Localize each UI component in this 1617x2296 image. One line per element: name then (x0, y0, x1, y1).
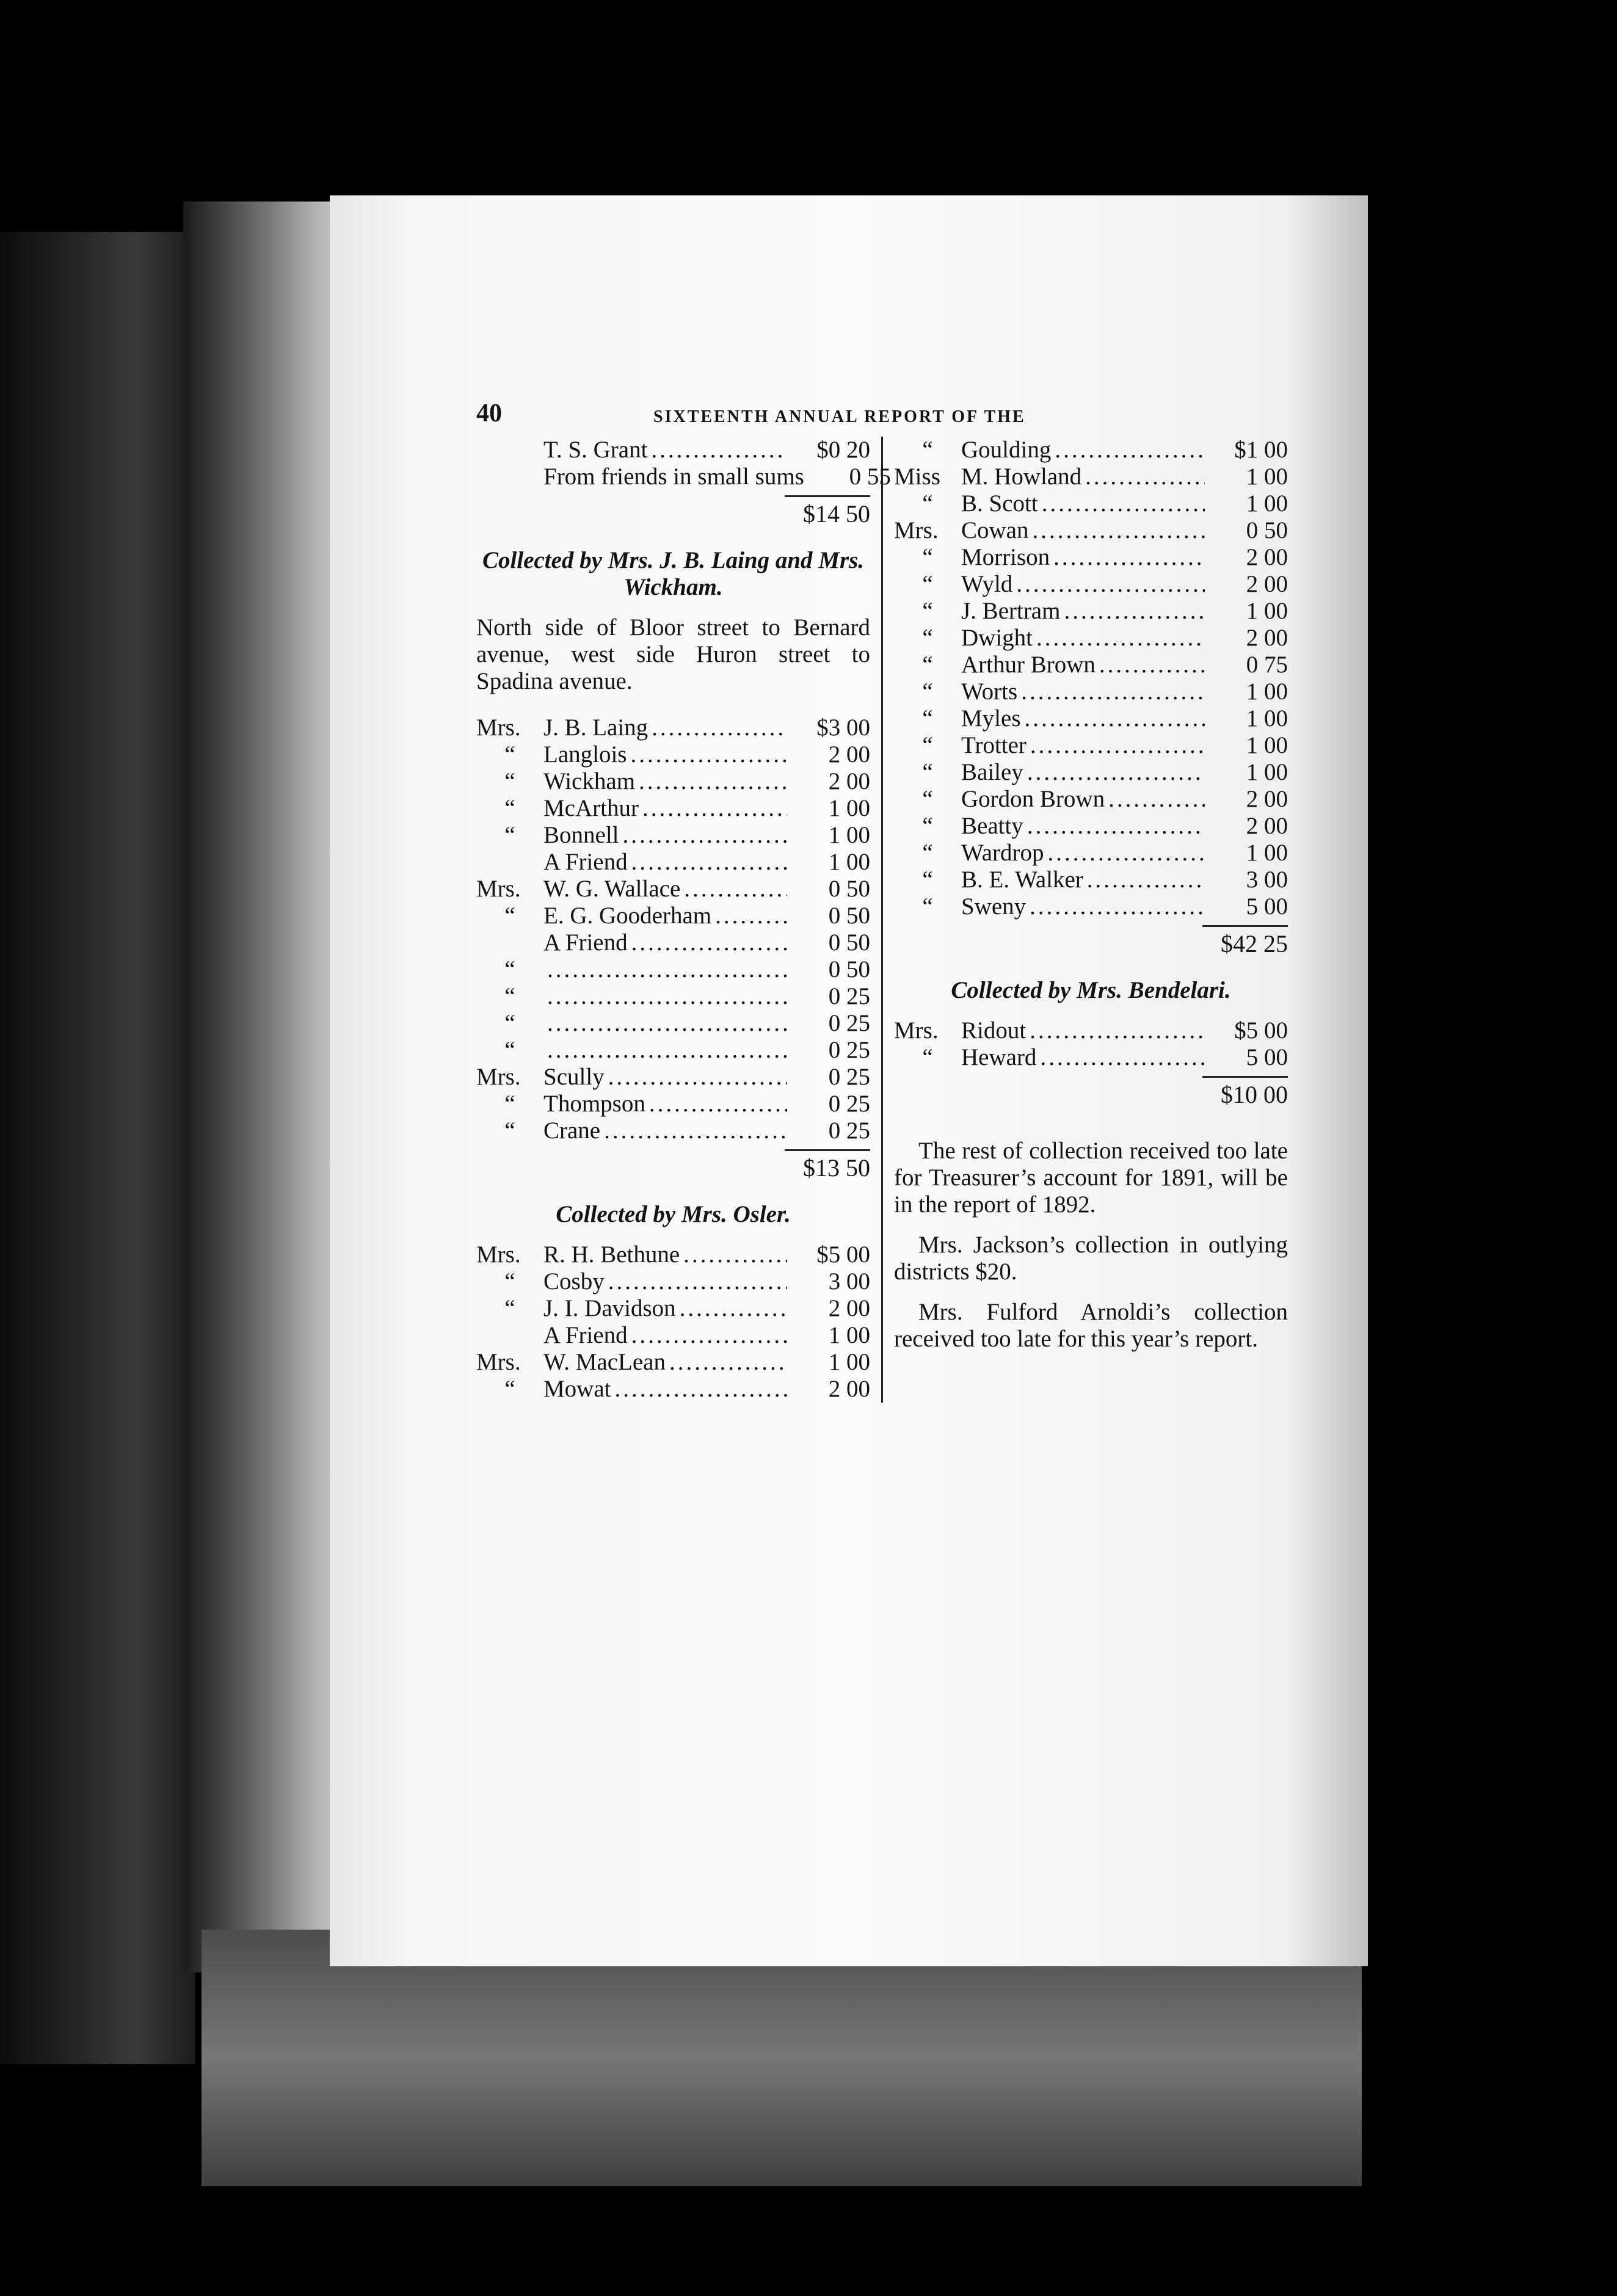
ledger-name: Bailey (961, 759, 1023, 785)
leader-dots (1027, 813, 1205, 840)
ledger-amount: 1 00 (828, 1349, 870, 1375)
page-content (476, 400, 1292, 1403)
ledger-prefix: “ (922, 786, 933, 812)
ledger-name: W. MacLean (543, 1349, 666, 1375)
right-column (883, 437, 1288, 1403)
leader-dots (615, 1376, 788, 1403)
ledger-row (894, 786, 1288, 813)
leader-dots (547, 1037, 787, 1064)
ledger-name: Wardrop (961, 840, 1044, 866)
ledger-prefix: “ (922, 893, 933, 920)
ledger-row (894, 463, 1288, 490)
ledger-row (476, 768, 870, 795)
ledger-prefix: “ (504, 903, 515, 929)
section-heading-laing: Collected by Mrs. J. B. Laing and Mrs. Wickham. (482, 547, 865, 600)
ledger-amount: 0 50 (828, 903, 870, 929)
left-opening-list (476, 437, 891, 490)
ledger-amount: 2 00 (1246, 625, 1288, 651)
ledger-prefix: Mrs. (476, 1064, 521, 1090)
ledger-row (476, 1010, 870, 1037)
note-arnoldi-collection: Mrs. Fulford Arnoldi’s collection received too late for this year’s report. (894, 1299, 1288, 1352)
ledger-amount: 2 00 (1246, 571, 1288, 597)
ledger-row (894, 1017, 1288, 1044)
ledger-row (894, 571, 1288, 598)
ledger-name: Morrison (961, 544, 1050, 570)
ledger-row (894, 544, 1288, 571)
leader-dots (669, 1349, 787, 1376)
ledger-amount: 1 00 (1246, 463, 1288, 490)
ledger-prefix: “ (504, 1268, 515, 1295)
ledger-prefix: “ (922, 866, 933, 893)
leader-dots (1021, 678, 1205, 705)
laing-list (476, 714, 870, 1144)
ledger-prefix: “ (504, 1091, 515, 1117)
ledger-row (476, 463, 891, 490)
ledger-row (894, 866, 1288, 893)
ledger-prefix: “ (922, 759, 933, 785)
ledger-prefix: Mrs. (476, 1349, 521, 1375)
section-heading-bendelari: Collected by Mrs. Bendelari. (951, 977, 1231, 1003)
ledger-amount: 0 25 (828, 1091, 870, 1117)
leader-dots (1033, 517, 1205, 544)
ledger-prefix: “ (504, 795, 515, 821)
leader-dots (1030, 893, 1205, 920)
ledger-name: M. Howland (961, 463, 1082, 490)
ledger-row (476, 1091, 870, 1117)
ledger-row (476, 1064, 870, 1091)
ledger-row (894, 893, 1288, 920)
ledger-amount: 1 00 (1246, 598, 1288, 624)
ledger-row (476, 714, 870, 741)
leader-dots (608, 1064, 787, 1091)
ledger-amount: 0 75 (1246, 652, 1288, 678)
leader-dots (1016, 571, 1205, 598)
leader-dots (1064, 598, 1205, 625)
ledger-prefix: “ (504, 1010, 515, 1036)
note-jackson-collection: Mrs. Jackson’s collection in outlying districts $20. (894, 1232, 1288, 1285)
ledger-name: Goulding (961, 437, 1052, 463)
leader-dots (715, 903, 787, 929)
ledger-row (894, 813, 1288, 840)
ledger-amount: 1 00 (1246, 840, 1288, 866)
ledger-amount: 1 00 (1246, 678, 1288, 705)
ledger-amount: 2 00 (1246, 813, 1288, 839)
ledger-row (476, 1037, 870, 1064)
bendelari-list (894, 1017, 1288, 1071)
ledger-name: Sweny (961, 893, 1027, 920)
ledger-row (476, 795, 870, 822)
ledger-prefix: “ (922, 490, 933, 517)
ledger-prefix: Mrs. (476, 1241, 521, 1268)
ledger-amount: $1 00 (1234, 437, 1288, 463)
ledger-row (894, 598, 1288, 625)
ledger-row (476, 1295, 870, 1322)
ledger-name: W. G. Wallace (543, 876, 681, 902)
ledger-name: From friends in small sums (543, 463, 804, 490)
ledger-amount: 2 00 (828, 768, 870, 794)
ledger-name: Beatty (961, 813, 1023, 839)
ledger-name: Langlois (543, 741, 627, 768)
leader-dots (1085, 463, 1205, 490)
book-binding-shadow (0, 232, 195, 2064)
ledger-name: J. I. Davidson (543, 1295, 676, 1321)
leader-dots (651, 437, 787, 463)
ledger-amount: 3 00 (828, 1268, 870, 1295)
ledger-amount: $5 00 (1234, 1017, 1288, 1044)
leader-dots (547, 983, 787, 1010)
ledger-name: A Friend (543, 1322, 628, 1348)
ledger-amount: 3 00 (1246, 866, 1288, 893)
leader-dots (1030, 1017, 1205, 1044)
leader-dots (631, 1322, 787, 1349)
ledger-row (476, 741, 870, 768)
ledger-amount: 0 25 (828, 1010, 870, 1036)
leader-dots (1047, 840, 1205, 866)
ledger-amount: 1 00 (1246, 705, 1288, 732)
ledger-name: Bonnell (543, 822, 619, 848)
leader-dots (1053, 544, 1205, 571)
left-column (476, 437, 891, 1403)
ledger-name: Ridout (961, 1017, 1027, 1044)
ledger-prefix: “ (922, 625, 933, 651)
ledger-prefix: “ (922, 732, 933, 758)
leader-dots (631, 929, 787, 956)
ledger-name: B. E. Walker (961, 866, 1083, 893)
leader-dots (604, 1117, 787, 1144)
ledger-prefix: “ (922, 652, 933, 678)
osler-list (476, 1241, 870, 1403)
leader-dots (547, 1010, 787, 1037)
ledger-row (894, 490, 1288, 517)
ledger-prefix: Mrs. (476, 876, 521, 902)
ledger-name: Worts (961, 678, 1018, 705)
laing-total: $13 50 (803, 1154, 870, 1182)
ledger-prefix: “ (922, 1044, 933, 1070)
ledger-row (476, 983, 870, 1010)
ledger-name: Myles (961, 705, 1021, 732)
leader-dots (623, 822, 788, 849)
leader-dots (608, 1268, 787, 1295)
ledger-prefix: Mrs. (894, 517, 939, 543)
leader-dots (630, 741, 787, 768)
leader-dots (1087, 866, 1205, 893)
ledger-prefix: “ (922, 840, 933, 866)
running-head: SIXTEENTH ANNUAL REPORT OF THE (653, 407, 1026, 426)
ledger-row (476, 1268, 870, 1295)
ledger-row (476, 1322, 870, 1349)
ledger-row (894, 705, 1288, 732)
leader-dots (684, 876, 787, 903)
ledger-row (476, 1241, 870, 1268)
ledger-name: Cowan (961, 517, 1029, 543)
leader-dots (1042, 490, 1205, 517)
ledger-amount: 0 25 (828, 983, 870, 1009)
ledger-row (476, 1117, 870, 1144)
ledger-amount: 2 00 (828, 741, 870, 768)
ledger-amount: 0 55 (849, 463, 891, 490)
ledger-amount: $3 00 (816, 714, 870, 741)
ledger-row (894, 625, 1288, 652)
ledger-prefix: “ (922, 437, 933, 463)
leader-dots (547, 956, 787, 983)
ledger-amount: 1 00 (828, 822, 870, 848)
ledger-name: Gordon Brown (961, 786, 1105, 812)
ledger-amount: 2 00 (1246, 786, 1288, 812)
leader-dots (1055, 437, 1205, 463)
left-total-1: $14 50 (803, 500, 870, 528)
ledger-row (476, 876, 870, 903)
ledger-name: Wyld (961, 571, 1013, 597)
ledger-prefix: “ (504, 1376, 515, 1402)
ledger-amount: 0 25 (828, 1064, 870, 1090)
ledger-name: Dwight (961, 625, 1033, 651)
leader-dots (1030, 732, 1205, 759)
ledger-name: B. Scott (961, 490, 1038, 517)
ledger-amount: 2 00 (828, 1295, 870, 1321)
two-column-layout (476, 437, 1292, 1403)
ledger-name: T. S. Grant (543, 437, 648, 463)
ledger-prefix: “ (504, 1117, 515, 1144)
ledger-amount: 0 50 (828, 956, 870, 983)
book-lower-edge (202, 1930, 1362, 2186)
ledger-name: R. H. Bethune (543, 1241, 680, 1268)
ledger-amount: 5 00 (1246, 1044, 1288, 1070)
ledger-row (476, 822, 870, 849)
leader-dots (631, 849, 787, 876)
ledger-prefix: “ (504, 1295, 515, 1321)
ledger-row (894, 732, 1288, 759)
ledger-amount: $5 00 (816, 1241, 870, 1268)
right-total-1: $42 25 (1221, 930, 1288, 957)
leader-dots (1040, 1044, 1205, 1071)
page-number: 40 (476, 399, 502, 427)
note-late-collection: The rest of collection received too late for Treasurer’s account for 1891, will be in the report of 1892. (894, 1138, 1288, 1218)
ledger-prefix: “ (504, 983, 515, 1009)
ledger-prefix: “ (504, 956, 515, 983)
ledger-prefix: “ (922, 571, 933, 597)
ledger-amount: 1 00 (1246, 759, 1288, 785)
ledger-amount: $0 20 (816, 437, 870, 463)
ledger-prefix: “ (504, 822, 515, 848)
ledger-amount: 0 25 (828, 1117, 870, 1144)
page-header (476, 400, 1292, 437)
ledger-name: Trotter (961, 732, 1027, 758)
ledger-row (894, 437, 1288, 463)
ledger-prefix: “ (922, 544, 933, 570)
ledger-name: E. G. Gooderham (543, 903, 712, 929)
ledger-name: Heward (961, 1044, 1037, 1070)
ledger-amount: 1 00 (828, 795, 870, 821)
ledger-row (476, 437, 870, 463)
spacer (894, 1112, 1288, 1127)
ledger-row (894, 840, 1288, 866)
ledger-row (476, 956, 870, 983)
ledger-name: Cosby (543, 1268, 605, 1295)
ledger-name: A Friend (543, 849, 628, 875)
ledger-amount: 1 00 (828, 1322, 870, 1348)
ledger-row (476, 903, 870, 929)
leader-dots (642, 795, 787, 822)
ledger-amount: 0 25 (828, 1037, 870, 1063)
ledger-prefix: “ (922, 813, 933, 839)
ledger-prefix: “ (504, 768, 515, 794)
leader-dots (1036, 625, 1205, 652)
leader-dots (683, 1241, 787, 1268)
ledger-name: Wickham (543, 768, 636, 794)
ledger-row (894, 678, 1288, 705)
ledger-row (894, 517, 1288, 544)
leader-dots (1027, 759, 1205, 786)
ledger-prefix: “ (504, 741, 515, 768)
ledger-prefix: “ (504, 1037, 515, 1063)
leader-dots (1025, 705, 1205, 732)
ledger-prefix: Mrs. (476, 714, 521, 741)
ledger-prefix: “ (922, 678, 933, 705)
ledger-amount: 1 00 (828, 849, 870, 875)
leader-dots (652, 714, 787, 741)
ledger-row (476, 929, 870, 956)
ledger-amount: 0 50 (828, 929, 870, 956)
ledger-amount: 0 50 (828, 876, 870, 902)
ledger-amount: 5 00 (1246, 893, 1288, 920)
ledger-name: McArthur (543, 795, 639, 821)
leader-dots (680, 1295, 787, 1322)
ledger-name: J. Bertram (961, 598, 1061, 624)
ledger-amount: 0 50 (1246, 517, 1288, 543)
ledger-name: A Friend (543, 929, 628, 956)
ledger-name: J. B. Laing (543, 714, 649, 741)
leader-dots (639, 768, 787, 795)
ledger-amount: 2 00 (1246, 544, 1288, 570)
right-opening-list (894, 437, 1288, 920)
ledger-prefix: Miss (894, 463, 940, 490)
leader-dots (1099, 652, 1205, 678)
ledger-amount: 1 00 (1246, 490, 1288, 517)
ledger-name: Thompson (543, 1091, 645, 1117)
section-description-laing: North side of Bloor street to Bernard avenue, west side Huron street to Spadina avenue. (476, 614, 870, 694)
ledger-name: Crane (543, 1117, 601, 1144)
ledger-row (476, 1376, 870, 1403)
ledger-amount: 1 00 (1246, 732, 1288, 758)
section-heading-osler: Collected by Mrs. Osler. (556, 1201, 791, 1227)
ledger-prefix: “ (922, 705, 933, 732)
ledger-name: Mowat (543, 1376, 611, 1402)
leader-dots (1108, 786, 1205, 813)
ledger-name: Scully (543, 1064, 605, 1090)
ledger-prefix: “ (922, 598, 933, 624)
ledger-row (894, 652, 1288, 678)
ledger-amount: 2 00 (828, 1376, 870, 1402)
bendelari-total: $10 00 (1221, 1081, 1288, 1108)
ledger-name: Arthur Brown (961, 652, 1096, 678)
ledger-row (894, 1044, 1288, 1071)
ledger-row (894, 759, 1288, 786)
ledger-row (476, 849, 870, 876)
leader-dots (649, 1091, 787, 1117)
ledger-row (476, 1349, 870, 1376)
ledger-prefix: Mrs. (894, 1017, 939, 1044)
